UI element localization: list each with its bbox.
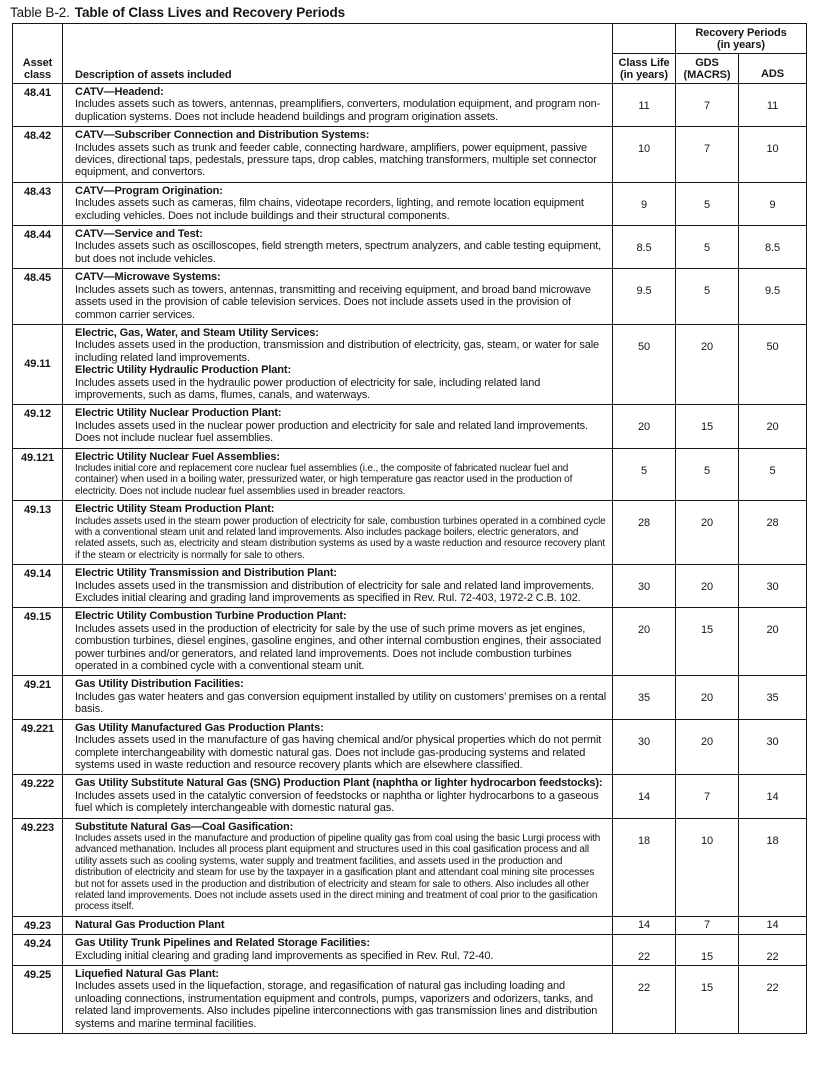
gds-value: 20 <box>676 501 739 565</box>
class-life-value: 14 <box>613 916 676 934</box>
class-life-value: 8.5 <box>613 226 676 269</box>
gds-value: 20 <box>676 676 739 719</box>
table-row <box>13 719 807 775</box>
table-row <box>13 324 807 404</box>
class-life-value: 10 <box>613 127 676 183</box>
asset-category-title: Substitute Natural Gas—Coal Gasification: <box>75 820 294 833</box>
table-header <box>13 24 807 84</box>
table-row <box>13 565 807 608</box>
asset-class-header-line1: Asset <box>22 57 53 69</box>
gds-value: 7 <box>676 84 739 127</box>
asset-class-number: 49.15 <box>13 608 63 676</box>
asset-description-cell <box>63 966 613 1034</box>
asset-class-number: 49.11 <box>13 324 63 404</box>
gds-value: 5 <box>676 182 739 225</box>
asset-category-title: Electric Utility Steam Production Plant: <box>75 503 275 516</box>
asset-class-number: 48.45 <box>13 269 63 325</box>
asset-class-number: 49.223 <box>13 818 63 916</box>
asset-category-title: CATV—Headend: <box>75 86 164 98</box>
asset-class-number: 48.44 <box>13 226 63 269</box>
table-row <box>13 448 807 501</box>
gds-value: 20 <box>676 719 739 775</box>
recovery-periods-line2: (in years) <box>717 38 765 51</box>
table-row <box>13 818 807 916</box>
class-life-value: 9.5 <box>613 269 676 325</box>
asset-category-text: Includes assets used in the production of electricity for sale by the use of such prime movers as jet engines, combustion turbines, diesel engines, gasoline engines, and other internal combustion engines, their associated power turbines and/or generators, and related land improvements. Does not include combustion turbines operated in a combined cycle with a conventional steam unit. <box>75 622 602 673</box>
asset-class-number: 49.12 <box>13 405 63 448</box>
gds-value: 15 <box>676 935 739 966</box>
asset-class-number: 48.41 <box>13 84 63 127</box>
ads-value: 30 <box>739 719 807 775</box>
class-life-value: 22 <box>613 935 676 966</box>
asset-category-text: Includes gas water heaters and gas conversion equipment installed by utility on customers’ premises on a rental basis. <box>75 690 607 716</box>
asset-description-cell <box>63 405 613 448</box>
gds-value: 7 <box>676 916 739 934</box>
asset-category-text: Includes assets used in the hydraulic power production of electricity for sale, including related land improvements, such as dams, flumes, canals, and waterways. <box>75 376 541 401</box>
class-life-value: 35 <box>613 676 676 719</box>
col-header-gds <box>676 54 739 84</box>
gds-value: 15 <box>676 405 739 448</box>
asset-class-number: 49.121 <box>13 448 63 501</box>
gds-line1: GDS <box>695 57 719 69</box>
ads-value: 5 <box>739 448 807 501</box>
table-title: Table of Class Lives and Recovery Periods <box>74 5 346 20</box>
asset-description-cell <box>63 182 613 225</box>
class-lives-table <box>12 23 807 1034</box>
asset-category-text: Includes assets such as trunk and feeder cable, connecting hardware, amplifiers, power equipment, passive devices, directional taps, pedestals, pressure taps, drop cables, matching transformers, multiple set connector equipment, and convertors. <box>75 141 597 179</box>
asset-category-text: Includes assets such as towers, antennas, transmitting and receiving equipment, and broad band microwave assets used in the provision of cable television services. Does not include assets used in the provision of common carrier services. <box>75 283 591 321</box>
asset-class-number: 49.21 <box>13 676 63 719</box>
asset-category-title: Electric Utility Nuclear Production Plant: <box>75 407 282 420</box>
asset-category-title: CATV—Microwave Systems: <box>75 271 221 284</box>
asset-class-number: 49.221 <box>13 719 63 775</box>
gds-value: 7 <box>676 127 739 183</box>
asset-category-title: CATV—Subscriber Connection and Distribution Systems: <box>75 129 370 142</box>
asset-description-cell <box>63 127 613 183</box>
asset-description-cell <box>63 565 613 608</box>
ads-value: 14 <box>739 916 807 934</box>
asset-category-text: Includes assets used in the catalytic conversion of feedstocks or naphtha or lighter hydrocarbons to a gaseous fuel which is completely interchangeable with domestic natural gas. <box>75 789 599 815</box>
asset-description-cell <box>63 676 613 719</box>
gds-value: 20 <box>676 565 739 608</box>
asset-category-text: Includes assets used in the manufacture and production of pipeline quality gas from coal using the basic Lurgi process with advanced methanation. Includes all process plant equipment and structures used in this coal gasification process and all utility assets such as cooling systems, water supply and treatment facilities, and assets used in the production and distribution of electricity and steam for use by the taxpayer in a gasification plant and attendant coal mining site processes but not for assets used in the production and distribution of electricity and steam for sale to others. Also includes all other related land improvements. Does not include assets used in the direct mining and treatment of coal prior to the gasification process itself. <box>75 832 601 913</box>
class-life-line2: (in years) <box>620 69 668 81</box>
asset-category-text: Includes assets used in the nuclear power production and electricity for sale and related land improvements. Does not include nuclear fuel assemblies. <box>75 419 588 445</box>
header-row-top <box>13 24 807 54</box>
asset-category-title: CATV—Program Origination: <box>75 184 223 197</box>
gds-value: 20 <box>676 324 739 404</box>
asset-category-title: Electric, Gas, Water, and Steam Utility Services: <box>75 326 319 339</box>
asset-category-text: Includes assets used in the production, transmission and distribution of electricity, gas, steam, or water for sale including related land improvements. <box>75 339 600 364</box>
asset-class-number: 49.23 <box>13 916 63 934</box>
ads-value: 20 <box>739 608 807 676</box>
asset-description-cell <box>63 226 613 269</box>
table-row <box>13 269 807 325</box>
ads-value: 14 <box>739 775 807 818</box>
asset-category-title: Gas Utility Substitute Natural Gas (SNG) Production Plant (naphtha or lighter hydrocarbon feedstocks): <box>75 777 603 790</box>
ads-value: 30 <box>739 565 807 608</box>
table-row <box>13 405 807 448</box>
class-life-value: 9 <box>613 182 676 225</box>
asset-class-number: 49.25 <box>13 966 63 1034</box>
asset-category-text: Includes initial core and replacement core nuclear fuel assemblies (i.e., the composite of fabricated nuclear fuel and container) when used in a boiling water, pressurized water, or high temperature gas reactor used in the production of electricity. Does not include nuclear fuel assemblies used in breader reactors. <box>75 462 573 497</box>
asset-category-text: Includes assets such as towers, antennas, preamplifiers, converters, modulation equipment, and program non-duplication systems. Does not include headend buildings and program origination assets. <box>75 98 601 123</box>
table-row <box>13 226 807 269</box>
table-body <box>13 84 807 1034</box>
ads-value: 10 <box>739 127 807 183</box>
table-number: Table B-2. <box>10 5 70 20</box>
asset-category-text: Excluding initial clearing and grading land improvements as specified in Rev. Rul. 72-40. <box>75 949 494 962</box>
table-row <box>13 182 807 225</box>
class-life-value: 30 <box>613 565 676 608</box>
asset-category-title: Gas Utility Trunk Pipelines and Related Storage Facilities: <box>75 937 370 950</box>
asset-class-number: 49.13 <box>13 501 63 565</box>
asset-category-text: Includes assets such as oscilloscopes, field strength meters, spectrum analyzers, and cable testing equipment, but does not include vehicles. <box>75 240 602 265</box>
class-life-value: 14 <box>613 775 676 818</box>
asset-category-title: Electric Utility Transmission and Distribution Plant: <box>75 567 337 580</box>
ads-value: 9.5 <box>739 269 807 325</box>
asset-category-text: Includes assets used in the transmission and distribution of electricity for sale and related land improvements. Excludes initial clearing and grading land improvements as specified in Rev. Rul. 72-403, 1972-2 C.B. 102. <box>75 579 595 605</box>
ads-value: 9 <box>739 182 807 225</box>
class-life-value: 20 <box>613 405 676 448</box>
table-row <box>13 501 807 565</box>
asset-category-title: Natural Gas Production Plant <box>75 918 225 931</box>
asset-description-cell <box>63 608 613 676</box>
col-header-class-life <box>613 54 676 84</box>
asset-category-title: Electric Utility Hydraulic Production Plant: <box>75 364 291 377</box>
asset-description-cell <box>63 448 613 501</box>
ads-value: 50 <box>739 324 807 404</box>
asset-category-title: Liquefied Natural Gas Plant: <box>75 968 219 980</box>
asset-description-cell <box>63 818 613 916</box>
class-life-value: 18 <box>613 818 676 916</box>
page-title <box>10 5 345 20</box>
asset-description-cell <box>63 719 613 775</box>
asset-description-cell <box>63 775 613 818</box>
gds-value: 5 <box>676 226 739 269</box>
ads-value: 28 <box>739 501 807 565</box>
class-life-value: 11 <box>613 84 676 127</box>
asset-category-text: Includes assets used in the manufacture of gas having chemical and/or physical properties which do not permit complete interchangeability with domestic natural gas. Does not include gas-producing systems and related systems used in waste reduction and resource recovery plants which are elsewhere classified. <box>75 734 602 771</box>
ads-value: 18 <box>739 818 807 916</box>
asset-category-title: CATV—Service and Test: <box>75 228 203 241</box>
class-life-line1: Class Life <box>618 57 670 69</box>
ads-value: 20 <box>739 405 807 448</box>
col-header-description: Description of assets included <box>63 24 613 84</box>
class-life-value: 20 <box>613 608 676 676</box>
class-life-value: 5 <box>613 448 676 501</box>
asset-category-title: Gas Utility Manufactured Gas Production Plants: <box>75 721 324 734</box>
asset-description-cell <box>63 84 613 127</box>
gds-line2: (MACRS) <box>683 69 731 81</box>
ads-value: 22 <box>739 935 807 966</box>
table-row <box>13 916 807 934</box>
table-row <box>13 775 807 818</box>
col-header-ads: ADS <box>739 54 807 84</box>
class-life-value: 22 <box>613 966 676 1034</box>
asset-category-title: Electric Utility Nuclear Fuel Assemblies: <box>75 450 280 463</box>
asset-description-cell <box>63 501 613 565</box>
table-row <box>13 935 807 966</box>
class-life-value: 28 <box>613 501 676 565</box>
table-row <box>13 84 807 127</box>
gds-value: 15 <box>676 966 739 1034</box>
ads-value: 11 <box>739 84 807 127</box>
ads-value: 8.5 <box>739 226 807 269</box>
asset-class-number: 48.42 <box>13 127 63 183</box>
gds-value: 15 <box>676 608 739 676</box>
table-row <box>13 127 807 183</box>
asset-class-number: 49.14 <box>13 565 63 608</box>
asset-category-text: Includes assets used in the steam power production of electricity for sale, combustion turbines operated in a combined cycle with a conventional steam unit and related land improvements. Also includes package boilers, electric generators, and related assets, such as, electricity and steam distribution systems as used by a waste reduction and resource recovery plant if the steam or electricity is normally for sale to others. <box>75 515 606 561</box>
asset-category-text: Includes assets such as cameras, film chains, videotape recorders, lighting, and remote location equipment excluding vehicles. Does not include buildings and their structural components. <box>75 197 584 222</box>
asset-category-title: Electric Utility Combustion Turbine Production Plant: <box>75 610 347 623</box>
class-life-value: 50 <box>613 324 676 404</box>
asset-category-text: Includes assets used in the liquefaction, storage, and regasification of natural gas including loading and unloading connections, instrumentation equipment and controls, pumps, vaporizers and odorizers, tanks, and related land improvements. Also includes pipeline interconnections with gas transmission lines and distribution systems and marine terminal facilities. <box>75 980 598 1030</box>
col-header-recovery-periods <box>676 24 807 54</box>
gds-value: 10 <box>676 818 739 916</box>
table-row <box>13 966 807 1034</box>
gds-value: 7 <box>676 775 739 818</box>
class-life-value: 30 <box>613 719 676 775</box>
asset-category-title: Gas Utility Distribution Facilities: <box>75 678 244 691</box>
asset-class-header-line2: class <box>23 69 52 81</box>
gds-value: 5 <box>676 269 739 325</box>
asset-class-number: 48.43 <box>13 182 63 225</box>
table-row <box>13 608 807 676</box>
ads-value: 22 <box>739 966 807 1034</box>
asset-description-cell <box>63 269 613 325</box>
asset-description-cell <box>63 916 613 934</box>
asset-description-cell <box>63 935 613 966</box>
gds-value: 5 <box>676 448 739 501</box>
class-life-spacer-cell <box>613 24 676 54</box>
asset-class-number: 49.222 <box>13 775 63 818</box>
asset-description-cell <box>63 324 613 404</box>
asset-class-number: 49.24 <box>13 935 63 966</box>
ads-value: 35 <box>739 676 807 719</box>
col-header-asset-class <box>13 24 63 84</box>
recovery-periods-line1: Recovery Periods <box>695 26 787 39</box>
table-row <box>13 676 807 719</box>
